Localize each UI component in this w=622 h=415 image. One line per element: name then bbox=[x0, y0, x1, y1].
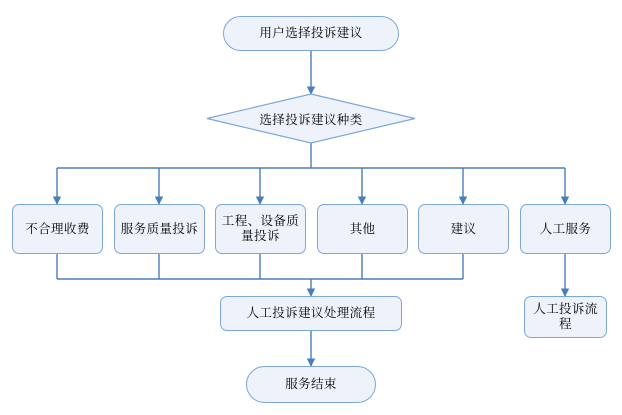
node-process-main-label: 人工投诉建议处理流程 bbox=[246, 306, 376, 320]
node-option-6-label: 人工服务 bbox=[539, 221, 592, 236]
node-decision bbox=[206, 93, 416, 144]
node-process-side-label: 人工投诉流程 bbox=[533, 302, 598, 331]
node-option-1-label: 不合理收费 bbox=[25, 221, 90, 236]
node-end-label: 服务结束 bbox=[285, 377, 337, 391]
node-option-5-label: 建议 bbox=[450, 221, 477, 236]
node-option-engineering-equipment-quality bbox=[215, 204, 306, 254]
node-option-other bbox=[317, 204, 408, 254]
node-option-2-label: 服务质量投诉 bbox=[120, 221, 199, 236]
node-process-side bbox=[524, 296, 607, 338]
node-option-suggestion bbox=[418, 204, 509, 254]
node-decision-label: 选择投诉建议种类 bbox=[259, 112, 363, 127]
node-option-4-label: 其他 bbox=[349, 221, 376, 236]
node-option-manual-service bbox=[520, 204, 611, 254]
node-process-main bbox=[220, 296, 402, 331]
node-option-unreasonable-fee bbox=[12, 204, 103, 254]
node-start-label: 用户选择投诉建议 bbox=[259, 26, 363, 40]
node-option-3-label: 工程、设备质量投诉 bbox=[221, 214, 300, 243]
node-end bbox=[246, 366, 376, 403]
node-start bbox=[223, 16, 399, 51]
node-option-service-quality bbox=[114, 204, 205, 254]
